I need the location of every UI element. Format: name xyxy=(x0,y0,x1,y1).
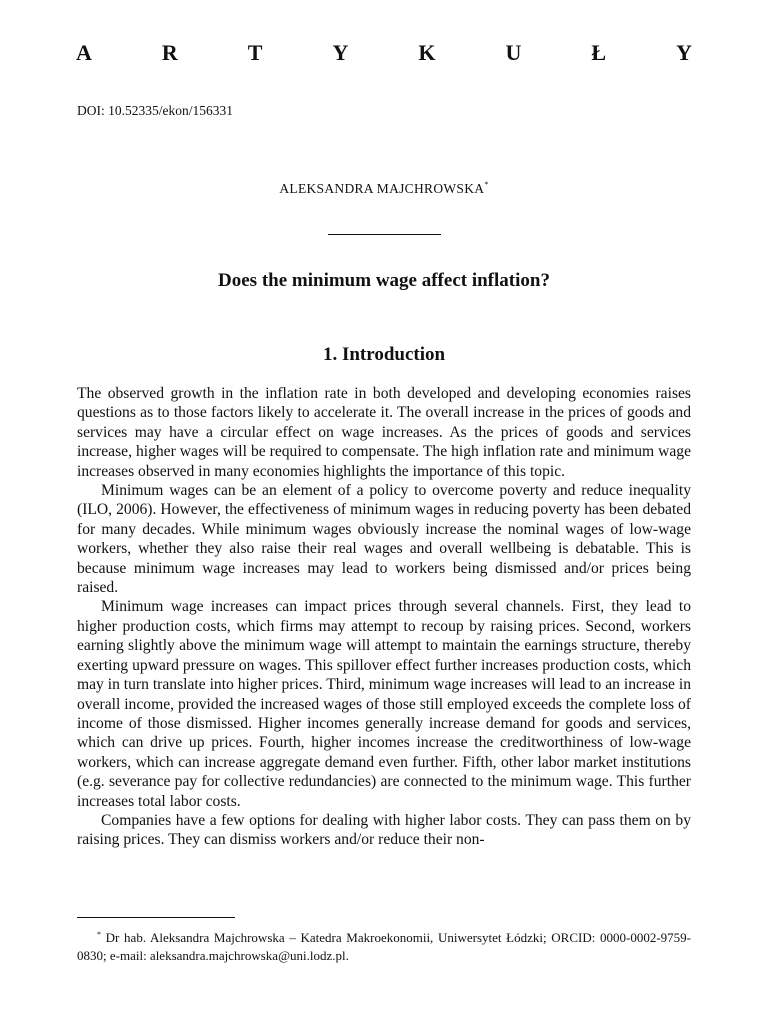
article-body xyxy=(77,384,691,850)
section-letter: Y xyxy=(332,40,349,65)
paragraph: Minimum wage increases can impact prices through several channels. First, they lead to higher production costs, which firms may attempt to recoup by raising prices. Second, workers earning slightly above the minimum wage will attempt to maintain the earnings structure, thereby exerting upward pressure on wages. This spillover effect further increases production costs, which may in turn translate into higher prices. Third, minimum wage increases will lead to an increase in overall income, provided the increased wages of those still employed exceeds the complete loss of income of those dismissed. Higher incomes generally increase demand for goods and services, which can drive up prices. Fourth, higher incomes increase the creditworthiness of low-wage workers, which can increase aggregate demand even further. Fifth, other labor market institutions (e.g. severance pay for collective redundancies) are connected to the minimum wage. This further increases total labor costs. xyxy=(77,598,691,810)
section-letter: Ł xyxy=(591,40,607,65)
author-name: ALEKSANDRA MAJCHROWSKA xyxy=(279,181,485,196)
section-letter: A xyxy=(76,40,92,65)
paragraph: Companies have a few options for dealing with higher labor costs. They can pass them on by raising prices. They can dismiss workers and/or reduce their non- xyxy=(77,811,691,849)
footnote-mark: * xyxy=(97,930,101,939)
section-header xyxy=(76,40,692,66)
section-letter: Y xyxy=(676,40,692,65)
section-letter: T xyxy=(247,40,263,65)
author-footnote-mark: * xyxy=(484,180,489,189)
section-letter: R xyxy=(161,40,178,65)
section-letter: K xyxy=(418,40,436,65)
footnote-text: Dr hab. Aleksandra Majchrowska – Katedra Makroekonomii, Uniwersytet Łódzki; ORCID: 0000-0002-9759-0830; e-mail: aleksandra.majchrowska@uni.lodz.pl. xyxy=(77,930,691,963)
footnote xyxy=(77,926,691,965)
author-line xyxy=(0,180,768,197)
footnote-divider xyxy=(77,917,235,918)
paragraph: The observed growth in the inflation rate in both developed and developing economies raises questions as to those factors likely to accelerate it. The overall increase in the prices of goods and services may have a circular effect on wage increases. As the prices of goods and services increase, higher wages will be required to compensate. The high inflation rate and minimum wage increases observed in many economies highlights the importance of this topic. xyxy=(77,385,691,480)
paragraph: Minimum wages can be an element of a policy to overcome poverty and reduce inequality (ILO, 2006). However, the effectiveness of minimum wages in reducing poverty has been debated for many decades. While minimum wages obviously increase the nominal wages of low-wage workers, whether they also raise their real wages and overall wellbeing is debatable. This is because minimum wage increases may lead to workers being dismissed and/or prices being raised. xyxy=(77,482,691,597)
author-divider xyxy=(328,234,441,235)
article-title: Does the minimum wage affect inflation? xyxy=(218,270,550,291)
section-heading: 1. Introduction xyxy=(322,344,446,365)
section-letter: U xyxy=(505,40,522,65)
doi: DOI: 10.52335/ekon/156331 xyxy=(77,103,233,118)
